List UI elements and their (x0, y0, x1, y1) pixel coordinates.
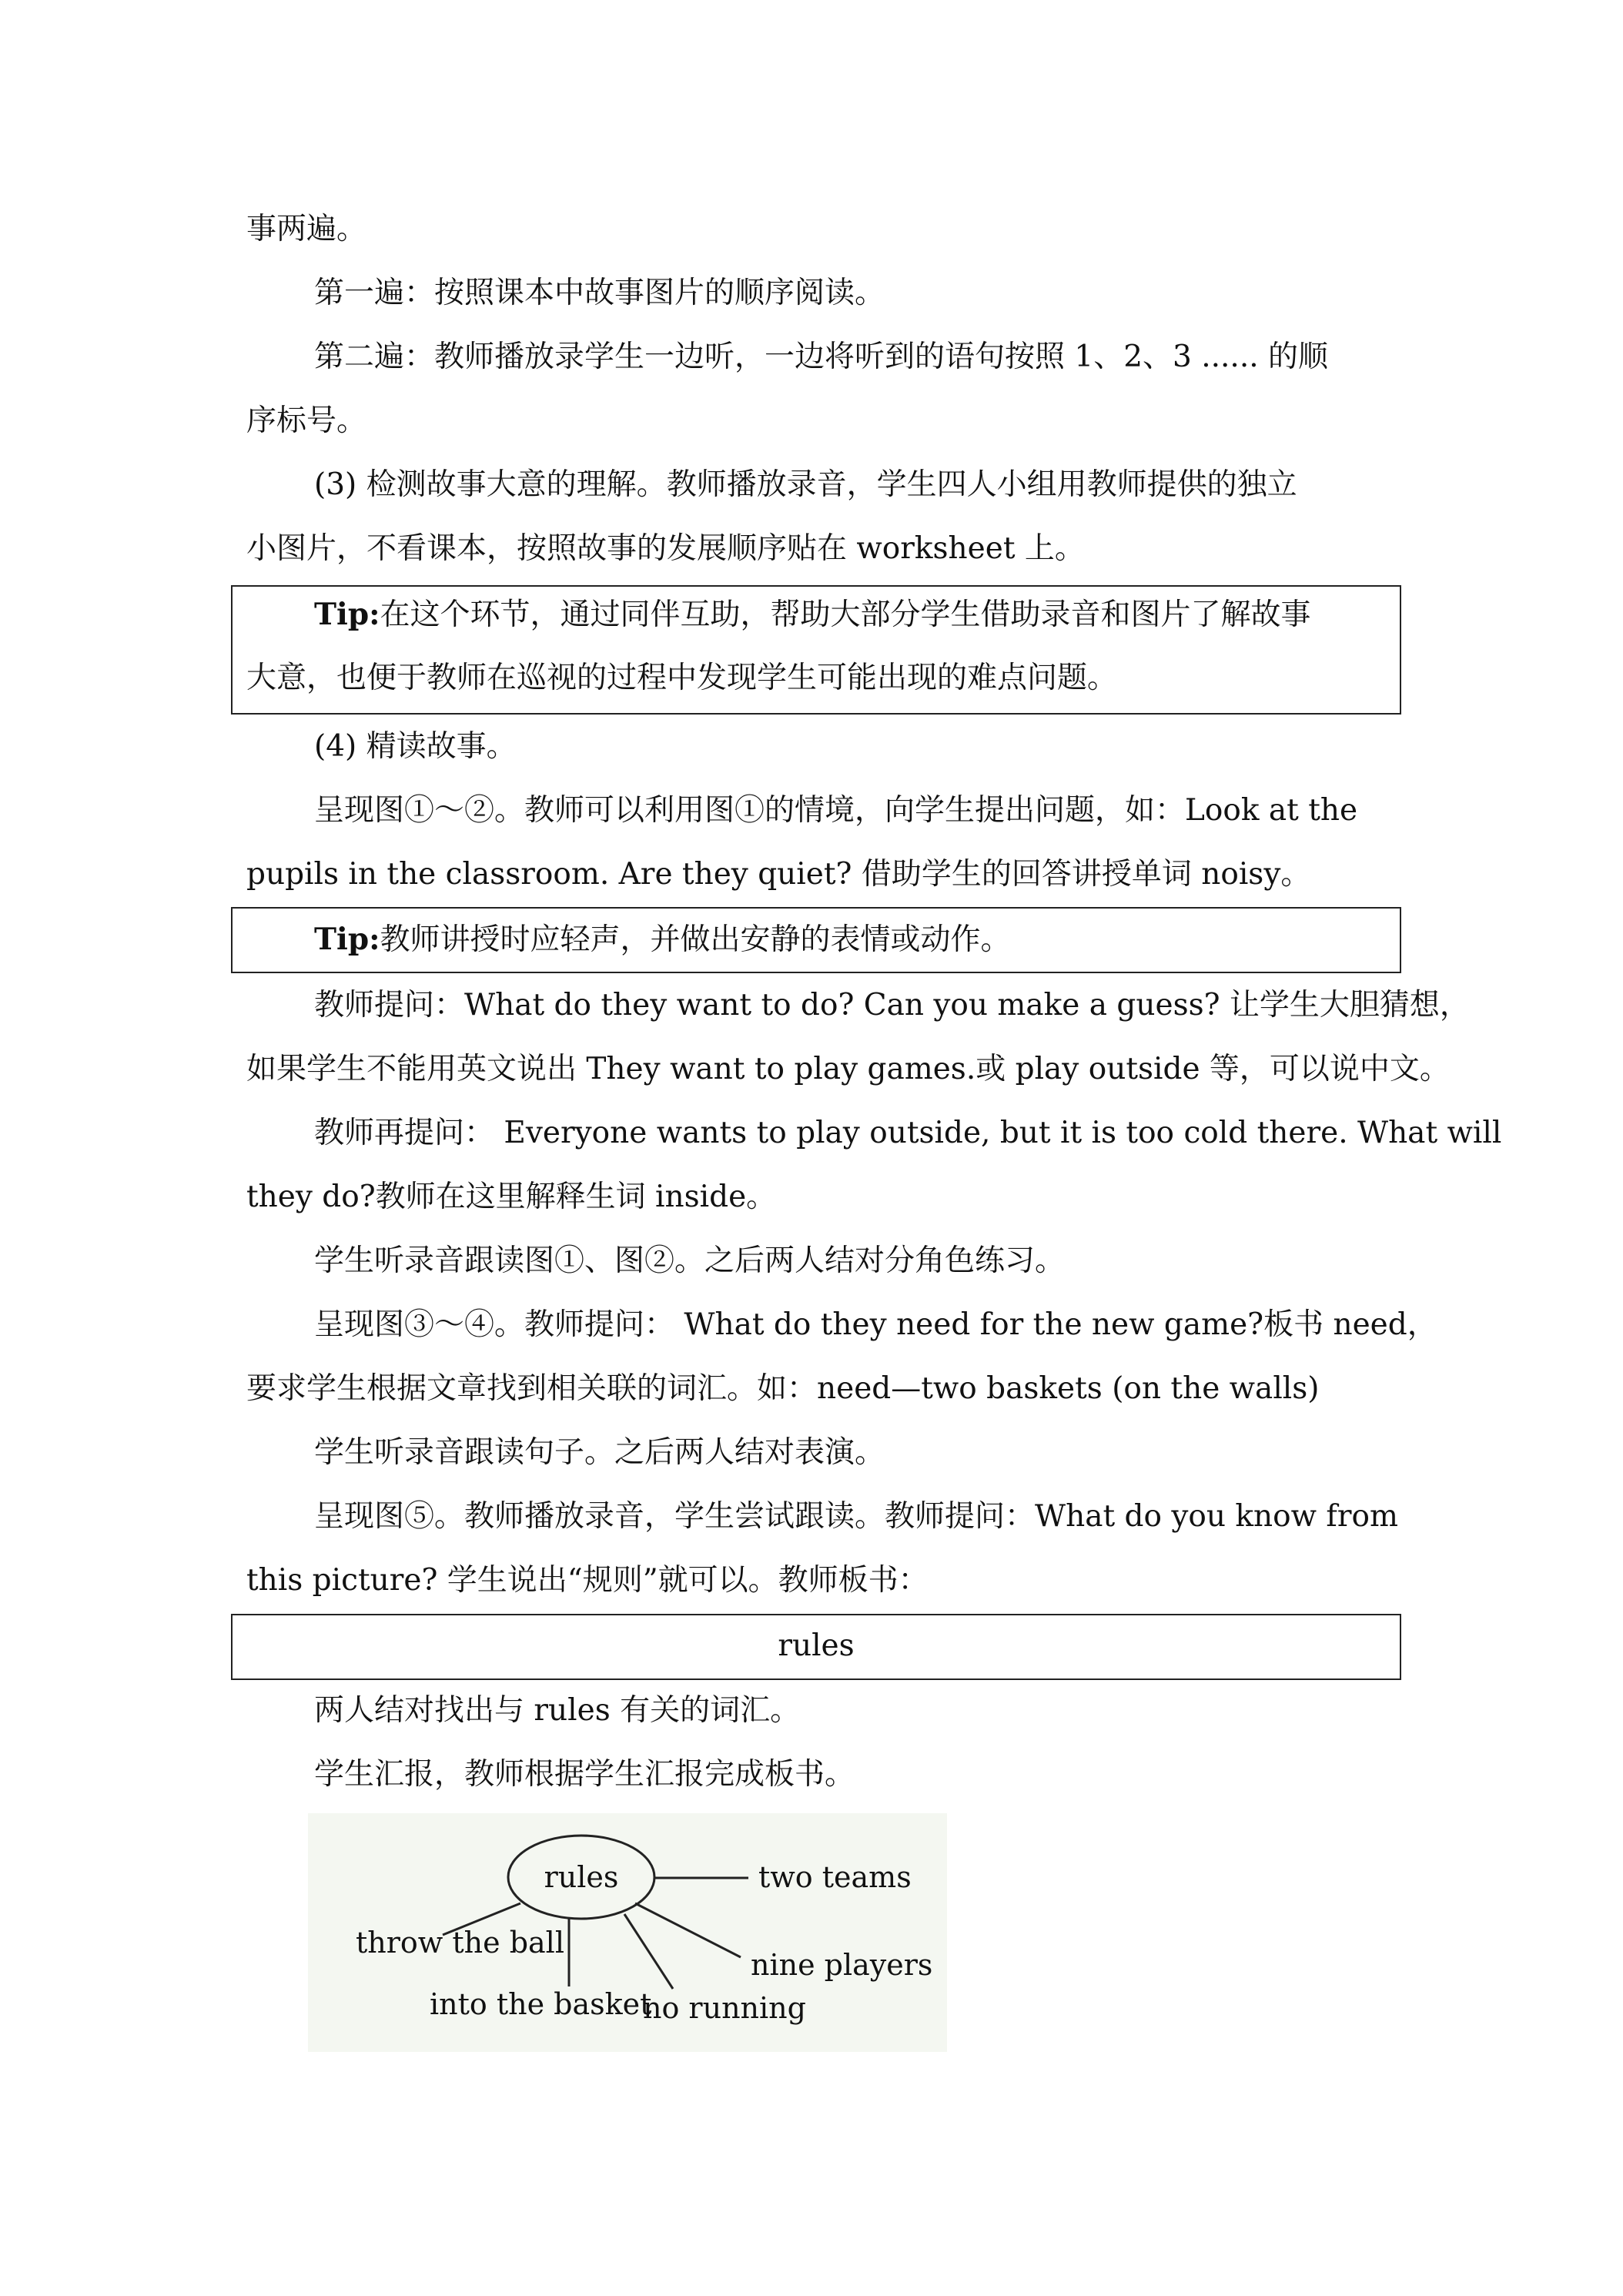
branch-label-throw-the-ball: throw the ball (356, 1926, 564, 1960)
branch-label-no-running: no running (643, 1991, 806, 2025)
paragraph-line: 事两遍。 (246, 212, 367, 246)
paragraph-line: 呈现图①～②。教师可以利用图①的情境，向学生提出问题，如：Look at the (314, 793, 1358, 828)
branch-label-two-teams: two teams (758, 1860, 912, 1894)
mindmap-center-label: rules (544, 1860, 619, 1894)
paragraph-line: 序标号。 (246, 403, 367, 438)
paragraph-line: 如果学生不能用英文说出 They want to play games.或 play outside 等，可以说中文。 (246, 1052, 1450, 1086)
rules-mindmap (308, 1813, 947, 2052)
paragraph-line: 学生听录音跟读图①、图②。之后两人结对分角色练习。 (314, 1243, 1066, 1278)
paragraph-line: (4) 精读故事。 (314, 729, 517, 764)
tip-text: 教师讲授时应轻声，并做出安静的表情或动作。 (380, 922, 1011, 957)
paragraph-line: 学生听录音跟读句子。之后两人结对表演。 (314, 1435, 885, 1470)
tip-label: Tip: (314, 922, 380, 957)
tip-box (231, 907, 1401, 973)
paragraph-line: 要求学生根据文章找到相关联的词汇。如：need—two baskets (on the walls) (246, 1371, 1320, 1406)
tip-box (231, 585, 1401, 715)
tip-line (314, 919, 1011, 960)
tip-label: Tip: (314, 597, 380, 632)
branch-label-nine-players: nine players (751, 1948, 933, 1982)
paragraph-line: 教师再提问： Everyone wants to play outside, but it is too cold there. What will (314, 1116, 1502, 1150)
paragraph-line: 两人结对找出与 rules 有关的词汇。 (314, 1693, 801, 1728)
paragraph-line: 第一遍：按照课本中故事图片的顺序阅读。 (314, 276, 885, 310)
rules-box (231, 1614, 1401, 1680)
rules-box-text: rules (778, 1628, 855, 1663)
paragraph-line: they do?教师在这里解释生词 inside。 (246, 1180, 777, 1214)
paragraph-line: this picture? 学生说出“规则”就可以。教师板书： (246, 1563, 929, 1598)
paragraph-line: 第二遍：教师播放录学生一边听，一边将听到的语句按照 1、2、3 ...... 的顺 (314, 340, 1329, 374)
paragraph-line: (3) 检测故事大意的理解。教师播放录音，学生四人小组用教师提供的独立 (314, 467, 1297, 502)
paragraph-line: 小图片，不看课本，按照故事的发展顺序贴在 worksheet 上。 (246, 531, 1085, 566)
branch-label-into-the-basket: into the basket (430, 1987, 652, 2021)
paragraph-line: 教师提问：What do they want to do? Can you make a guess? 让学生大胆猜想， (314, 988, 1470, 1022)
paragraph-line: 呈现图⑤。教师播放录音，学生尝试跟读。教师提问：What do you know from (314, 1499, 1398, 1534)
tip-text: 在这个环节，通过同伴互助，帮助大部分学生借助录音和图片了解故事 (380, 597, 1311, 632)
tip-line (314, 594, 1311, 635)
paragraph-line: 学生汇报，教师根据学生汇报完成板书。 (314, 1757, 855, 1792)
paragraph-line: pupils in the classroom. Are they quiet? 借助学生的回答讲授单词 noisy。 (246, 857, 1311, 892)
tip-line: 大意，也便于教师在巡视的过程中发现学生可能出现的难点问题。 (246, 661, 1118, 695)
paragraph-line: 呈现图③～④。教师提问： What do they need for the new game?板书 need， (314, 1307, 1437, 1342)
